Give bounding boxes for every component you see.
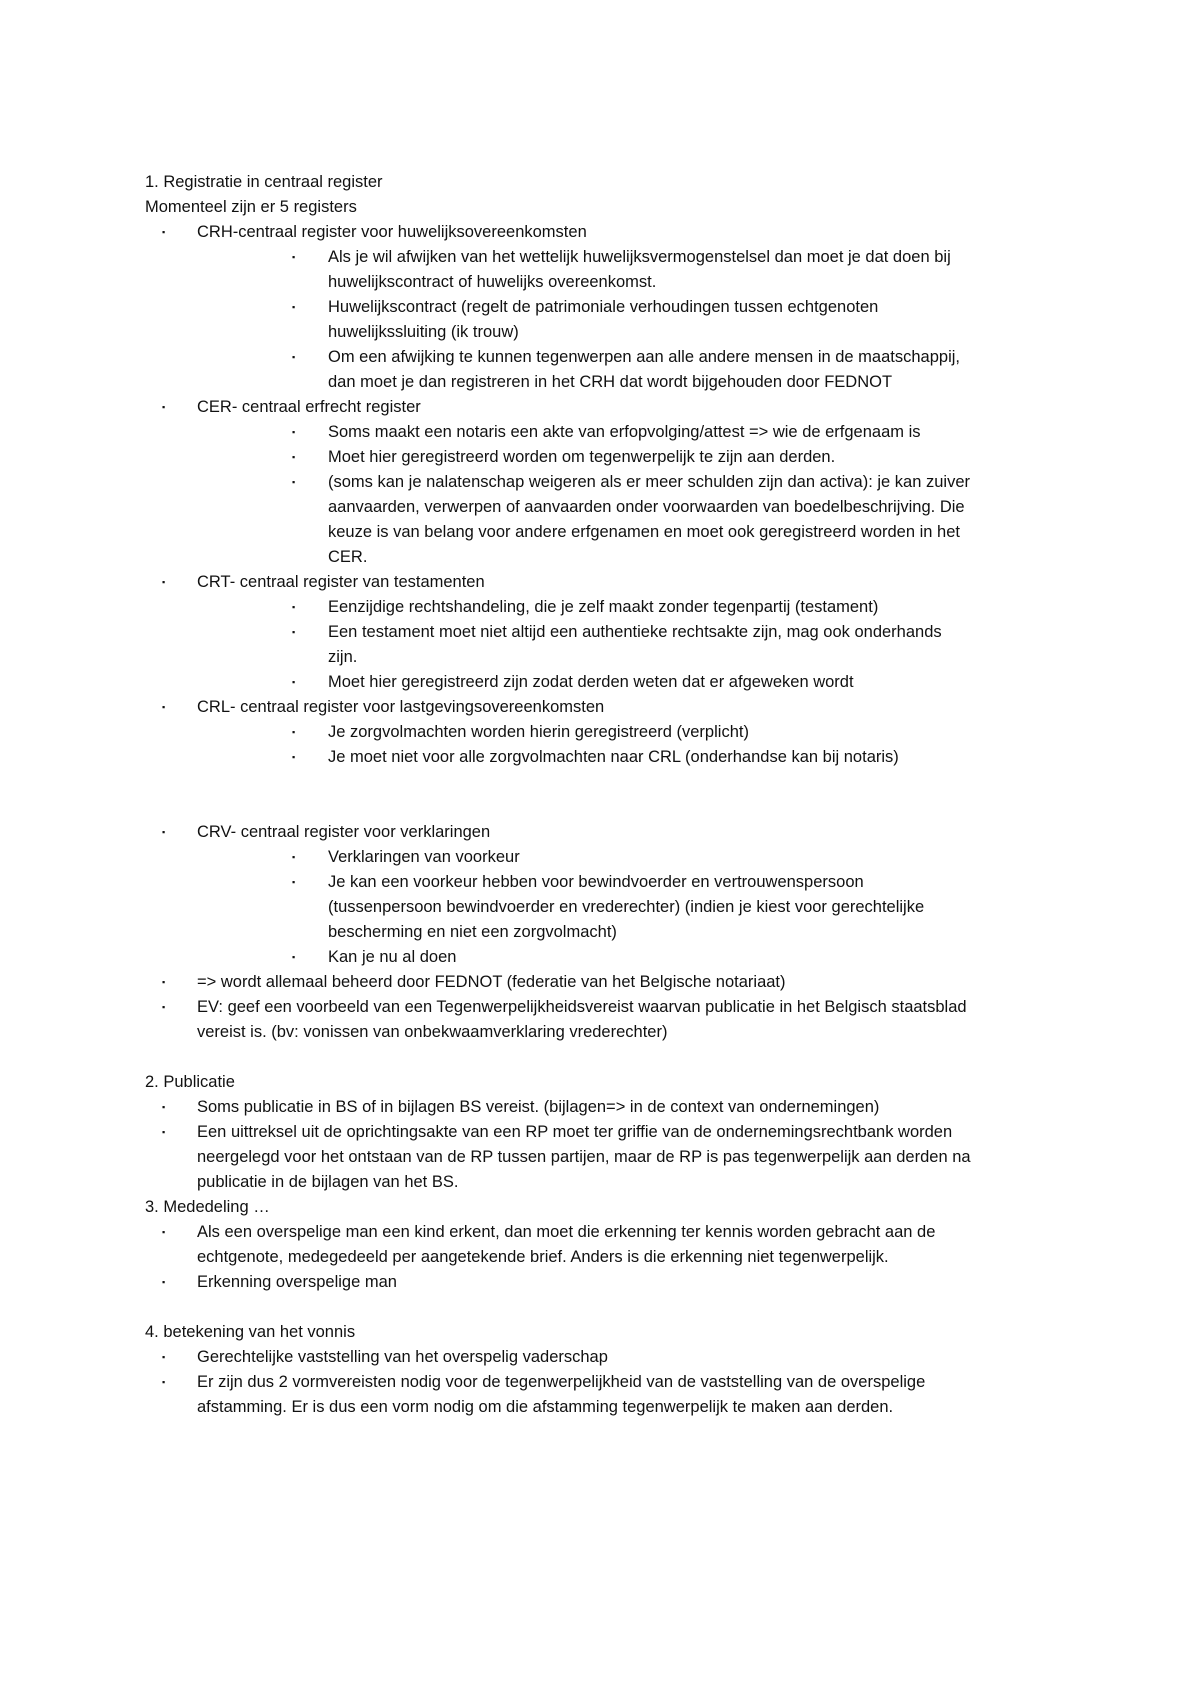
bullet-icon: ▪ [162,227,166,237]
bullet-icon: ▪ [292,952,296,962]
list-item [145,620,1075,670]
bullet-icon: ▪ [162,1377,166,1387]
section-1-title: 1. Registratie in centraal register [145,173,383,191]
list-item-line: Een testament moet niet altijd een authentieke rechtsakte zijn, mag ook onderhands [328,623,942,641]
list-item-line: keuze is van belang voor andere erfgenamen en moet ook geregistreerd worden in het [328,523,960,541]
list-item-line: echtgenote, medegedeeld per aangetekende brief. Anders is die erkenning niet tegenwerpelijk. [197,1248,889,1266]
register-crl [145,695,1075,720]
list-item [145,1345,1075,1370]
document-page [145,170,1075,1420]
bullet-icon: ▪ [292,352,296,362]
register-list-continued [145,820,1075,1045]
list-item [145,345,1075,395]
list-item-line: Gerechtelijke vaststelling van het overspelig vaderschap [197,1348,608,1366]
list-item [145,420,1075,445]
bullet-icon: ▪ [162,1227,166,1237]
list-item [145,445,1075,470]
list-item-line: Verklaringen van voorkeur [328,848,520,866]
list-item [145,1095,1075,1120]
list-item-line: afstamming. Er is dus een vorm nodig om die afstamming tegenwerpelijk te maken aan derden. [197,1398,894,1416]
bullet-icon: ▪ [292,877,296,887]
register-crh [145,220,1075,245]
bullet-icon: ▪ [162,1127,166,1137]
bullet-icon: ▪ [292,677,296,687]
list-item-line: CER. [328,548,368,566]
list-item-line: vereist is. (bv: vonissen van onbekwaamverklaring vrederechter) [197,1023,668,1041]
register-crl-label: CRL- centraal register voor lastgevingsovereenkomsten [197,698,605,716]
spacer [145,1295,1075,1320]
list-item-line: bescherming en niet een zorgvolmacht) [328,923,617,941]
list-item-line: Als een overspelige man een kind erkent, dan moet die erkenning ter kennis worden gebracht aan de [197,1223,936,1241]
section-1-intro: Momenteel zijn er 5 registers [145,198,357,216]
section-3-title: 3. Mededeling … [145,1198,270,1216]
section-4-list [145,1345,1075,1420]
bullet-icon: ▪ [292,852,296,862]
list-item-line: Eenzijdige rechtshandeling, die je zelf maakt zonder tegenpartij (testament) [328,598,879,616]
list-item [145,295,1075,345]
bullet-icon: ▪ [292,627,296,637]
list-item [145,970,1075,995]
list-item [145,1120,1075,1195]
list-item-line: (soms kan je nalatenschap weigeren als er meer schulden zijn dan activa): je kan zuiver [328,473,970,491]
bullet-icon: ▪ [162,577,166,587]
list-item [145,1220,1075,1270]
bullet-icon: ▪ [292,452,296,462]
list-item [145,995,1075,1045]
register-crv [145,820,1075,845]
bullet-icon: ▪ [292,302,296,312]
list-item [145,595,1075,620]
list-item-line: Je kan een voorkeur hebben voor bewindvoerder en vertrouwenspersoon [328,873,864,891]
spacer [145,770,1075,820]
bullet-icon: ▪ [162,1002,166,1012]
bullet-icon: ▪ [162,977,166,987]
list-item [145,720,1075,745]
list-item [145,745,1075,770]
bullet-icon: ▪ [162,827,166,837]
bullet-icon: ▪ [162,402,166,412]
bullet-icon: ▪ [292,477,296,487]
list-item-line: dan moet je dan registreren in het CRH dat wordt bijgehouden door FEDNOT [328,373,893,391]
register-crt [145,570,1075,595]
list-item [145,1370,1075,1420]
list-item-line: Moet hier geregistreerd worden om tegenwerpelijk te zijn aan derden. [328,448,836,466]
list-item-line: Huwelijkscontract (regelt de patrimoniale verhoudingen tussen echtgenoten [328,298,879,316]
list-item [145,670,1075,695]
list-item-line: aanvaarden, verwerpen of aanvaarden onder voorwaarden van boedelbeschrijving. Die [328,498,965,516]
bullet-icon: ▪ [292,252,296,262]
list-item-line: Soms maakt een notaris een akte van erfopvolging/attest => wie de erfgenaam is [328,423,921,441]
register-crt-label: CRT- centraal register van testamenten [197,573,485,591]
list-item [145,845,1075,870]
register-crv-label: CRV- centraal register voor verklaringen [197,823,491,841]
list-item-line: zijn. [328,648,358,666]
register-cer [145,395,1075,420]
list-item [145,870,1075,945]
list-item [145,1270,1075,1295]
list-item-line: Er zijn dus 2 vormvereisten nodig voor de tegenwerpelijkheid van de vaststelling van de overspelige [197,1373,926,1391]
section-3-list [145,1220,1075,1295]
list-item-line: (tussenpersoon bewindvoerder en vrederechter) (indien je kiest voor gerechtelijke [328,898,925,916]
spacer [145,1045,1075,1070]
register-list [145,220,1075,770]
bullet-icon: ▪ [292,427,296,437]
list-item [145,470,1075,570]
register-cer-label: CER- centraal erfrecht register [197,398,421,416]
list-item-line: => wordt allemaal beheerd door FEDNOT (federatie van het Belgische notariaat) [197,973,786,991]
list-item-line: Erkenning overspelige man [197,1273,397,1291]
bullet-icon: ▪ [162,1277,166,1287]
bullet-icon: ▪ [162,1352,166,1362]
list-item-line: EV: geef een voorbeeld van een Tegenwerpelijkheidsvereist waarvan publicatie in het Belgisch staatsblad [197,998,967,1016]
list-item-line: neergelegd voor het ontstaan van de RP tussen partijen, maar de RP is pas tegenwerpelijk aan derden na [197,1148,971,1166]
list-item [145,945,1075,970]
list-item-line: Moet hier geregistreerd zijn zodat derden weten dat er afgeweken wordt [328,673,854,691]
bullet-icon: ▪ [292,752,296,762]
list-item-line: publicatie in de bijlagen van het BS. [197,1173,459,1191]
bullet-icon: ▪ [292,727,296,737]
bullet-icon: ▪ [162,1102,166,1112]
list-item [145,245,1075,295]
bullet-icon: ▪ [162,702,166,712]
list-item-line: Om een afwijking te kunnen tegenwerpen aan alle andere mensen in de maatschappij, [328,348,960,366]
list-item-line: huwelijkscontract of huwelijks overeenkomst. [328,273,657,291]
bullet-icon: ▪ [292,602,296,612]
list-item-line: Als je wil afwijken van het wettelijk huwelijksvermogenstelsel dan moet je dat doen bij [328,248,951,266]
list-item-line: huwelijkssluiting (ik trouw) [328,323,519,341]
section-4-title: 4. betekening van het vonnis [145,1323,356,1341]
section-2-title: 2. Publicatie [145,1073,235,1091]
list-item-line: Een uittreksel uit de oprichtingsakte van een RP moet ter griffie van de ondernemingsrechtbank worden [197,1123,953,1141]
section-2-list [145,1095,1075,1195]
list-item-line: Je moet niet voor alle zorgvolmachten naar CRL (onderhandse kan bij notaris) [328,748,899,766]
list-item-line: Kan je nu al doen [328,948,457,966]
list-item-line: Soms publicatie in BS of in bijlagen BS vereist. (bijlagen=> in de context van ondernemingen) [197,1098,880,1116]
list-item-line: Je zorgvolmachten worden hierin geregistreerd (verplicht) [328,723,749,741]
register-crh-label: CRH-centraal register voor huwelijksovereenkomsten [197,223,587,241]
